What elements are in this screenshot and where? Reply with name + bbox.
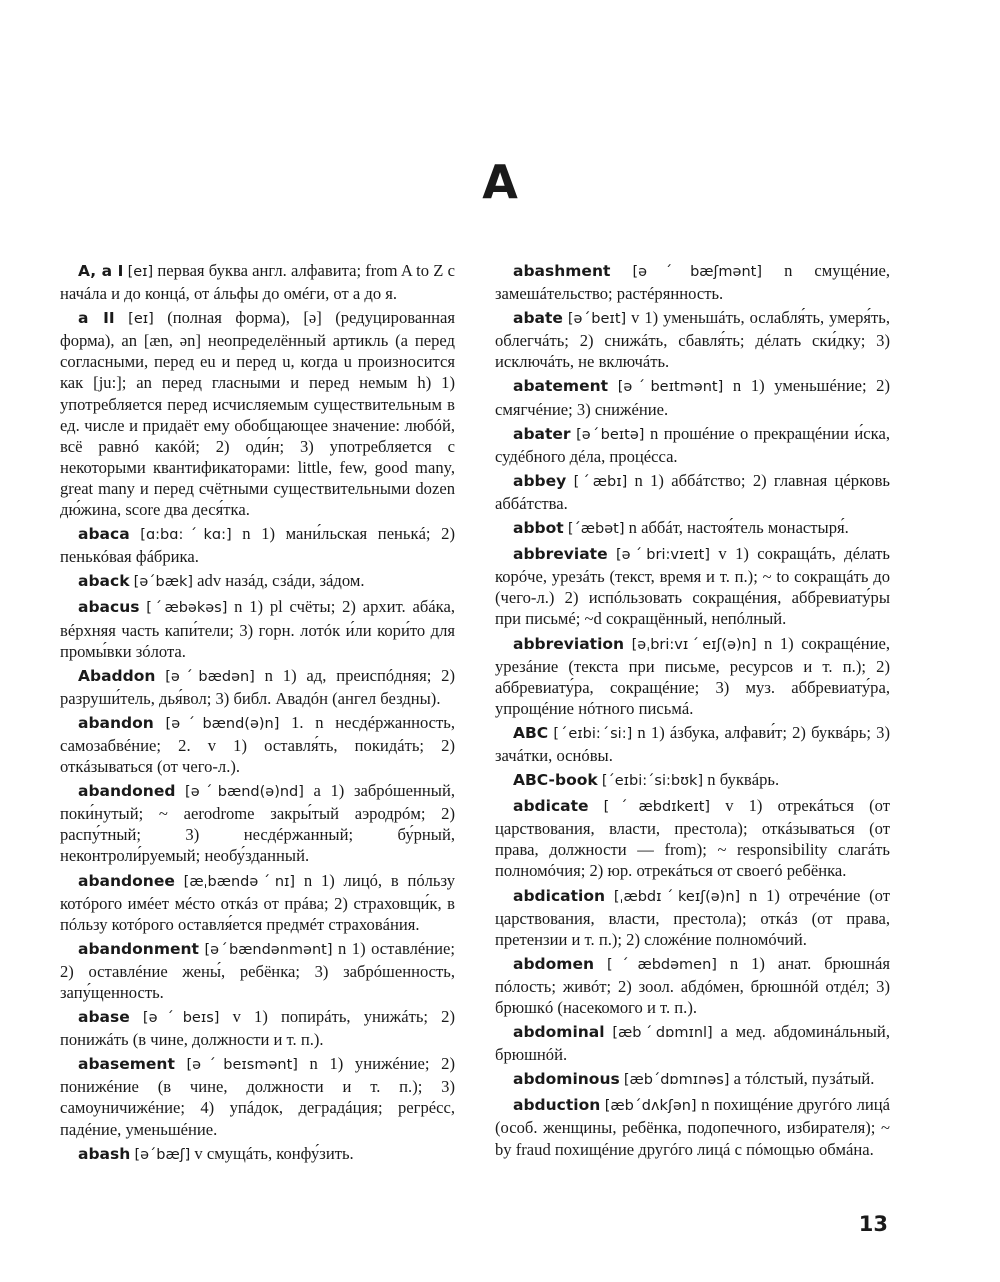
transcription: [əˊbænd(ə)n] (165, 715, 280, 732)
dictionary-entry (60, 1006, 455, 1050)
definition: n 1) лицó, в пóльзу котóрого имéет мéсто откáз от прáва; 2) страховщи́к, в пóльзу котóрого оставля́ется предмéт страховáния. (60, 870, 455, 934)
transcription: [ˊæbdəmen] (606, 956, 717, 973)
headword: abdominous (513, 1070, 620, 1089)
transcription: [əˊbri:vɪeɪt] (616, 547, 710, 564)
transcription: [eɪ] (127, 264, 154, 280)
definition: a 1) забрóшенный, поки́нутый; ~ aerodrome закры́тый аэродрóм; 2) распу́тный; 3) несдéржанный; бу́рный, неконтроли́руемый; необу́зданный. (60, 781, 455, 866)
headword: ABC-book (513, 771, 598, 790)
headword: A, a I (78, 262, 124, 280)
headword: abdominal (513, 1023, 605, 1042)
definition: n 1) ад, преиспóдняя; 2) разруши́тель, дья́вол; 3) библ. Авадóн (ангел бездны). (60, 665, 455, 708)
transcription: [ˊæbəkəs] (146, 600, 228, 617)
definition: 1. n несдéржанность, самозабвéние; 2. v 1) оставля́ть, покидáть; 2) откáзываться (от чего-л.). (60, 712, 455, 777)
dictionary-entry (495, 769, 890, 792)
definition: n 1) унижéние; 2) понижéние (в чине, должности и т. п.); 3) самоуничижéние; 4) упáдок, деградáция; регрéсс, падéние, уменьшéние. (60, 1054, 455, 1139)
headword: abbot (513, 519, 564, 538)
dictionary-entry (495, 260, 890, 304)
definition: adv назáд, сзáди, зáдом. (197, 571, 365, 591)
definition: n 1) уменьшéние; 2) смягчéние; 3) снижéние. (495, 376, 891, 419)
transcription: [ˊæbdɪkeɪt] (603, 799, 711, 816)
headword: Abaddon (78, 666, 156, 685)
headword: abase (78, 1008, 130, 1027)
headword: abandonee (78, 871, 175, 890)
transcription: [əˊbæʃ] (134, 1146, 191, 1163)
section-letter: A (482, 155, 518, 209)
transcription: [æbˊdɒmɪnl] (612, 1025, 713, 1042)
headword: abate (513, 309, 563, 328)
dictionary-entry (60, 570, 455, 593)
dictionary-entry (60, 307, 455, 520)
dictionary-entry (495, 722, 890, 766)
definition: n 1) pl счёты; 2) архит. абáка, вéрхняя часть капи́тели; 3) горн. лотóк и́ли кори́то для промы́вки зóлота. (60, 597, 455, 661)
definition: (полная форма), [ə] (редуцированная форма), an [æn, ən] неопределённый артикль (а перед согласными, перед eu и перед u, когда u произносится как [ju:]; an перед гласными и перед немым h) 1) употребляется перед исчисляемым существительным в ед. числе и придаёт ему обобщающее значение: любóй, всё равнó какóй; 2) оди́н; 3) употребляется с некоторыми квантификаторами: little, few, good many, great many и перед счётными существительными dozen дю́жина, score два деся́тка. (60, 308, 456, 520)
definition: n прошéние о прекращéнии и́ска, судéбного дéла, процéсса. (495, 423, 890, 466)
dictionary-entry (495, 1021, 890, 1065)
definition: первая буква англ. алфавита; from A to Z с начáла и до концá, от áльфы до омéги, от а до я. (60, 261, 455, 304)
dictionary-entry (495, 543, 890, 629)
transcription: [əˊbeɪsmənt] (186, 1057, 298, 1074)
dictionary-entry (60, 260, 455, 304)
dictionary-entry (60, 1143, 455, 1166)
transcription: [əˊbeɪt] (567, 311, 627, 328)
definition: a мед. абдоминáльный, брюшнóй. (495, 1022, 890, 1065)
transcription: [ˊæbɪ] (573, 473, 628, 490)
headword: ABC (513, 723, 549, 742)
dictionary-entry (60, 938, 455, 1003)
transcription: [ˌæbdɪˊkeɪʃ(ə)n] (613, 888, 741, 905)
definition: v смущáть, конфу́зить. (194, 1143, 354, 1163)
dictionary-entry (495, 1094, 890, 1159)
dictionary-entry (495, 375, 890, 419)
transcription: [əˊbeɪtmənt] (617, 379, 724, 396)
definition: v 1) отрекáться (от царствования, власти, престола); откáзываться (от права, должности — from); ~ responsibility слагáть полномóчия; 2) юр. отрекáться от своегó ребёнка. (495, 796, 890, 881)
dictionary-entry (60, 870, 455, 935)
transcription: [eɪ] (128, 311, 154, 328)
dictionary-entry (495, 307, 890, 372)
headword: abacus (78, 598, 140, 617)
headword: abdication (513, 886, 606, 905)
dictionary-entry (495, 517, 890, 540)
definition: n 1) сокращéние, урезáние (текста при письме, ресурсов и т. п.); 2) аббревиату́ра, сокращéние; 3) муз. аббревиату́ра, упрощéние нóтного письмá. (495, 633, 890, 718)
dictionary-entry (60, 1053, 455, 1139)
definition: n 1) оставлéние; 2) оставлéние жены́, ребёнка; 3) забрóшенность, запу́щенность. (60, 938, 455, 1002)
headword: abasement (78, 1055, 175, 1074)
definition: n похищéние другóго лицá (особ. женщины, ребёнка, подопечного, избирателя); ~ by fraud похищéние другóго лицá с пóмощью обмáна. (495, 1095, 891, 1159)
definition: a тóлстый, пузáтый. (733, 1069, 875, 1089)
definition: n 1) аббáтство; 2) главная цéрковь аббáтства. (495, 470, 890, 513)
page-number: 13 (858, 1212, 888, 1236)
left-column (60, 260, 455, 1169)
transcription: [əˊbædən] (165, 668, 255, 685)
transcription: [əˊbeɪtə] (576, 426, 645, 443)
transcription: [əˊbæʃmənt] (632, 264, 762, 280)
definition: n буквáрь. (707, 770, 780, 790)
definition: v 1) уменьшáть, ослабля́ть, умеря́ть, облегчáть; 2) снижáть, сбавля́ть; дéлать ски́дку; 3) исключáть, не включáть. (495, 308, 890, 372)
headword: abatement (513, 377, 609, 396)
definition: n 1) анат. брюшнáя пóлость; живóт; 2) зоол. абдóмен, брюшнóй отдéл; 3) брюшкó (насекомого и т. п.). (495, 953, 890, 1017)
transcription: [ˊeɪbi:ˊsi:bʊk] (601, 773, 704, 790)
dictionary-entry (495, 470, 890, 514)
dictionary-entry (60, 596, 455, 661)
dictionary-entry (60, 712, 455, 777)
transcription: [əˊbænd(ə)nd] (185, 784, 304, 801)
transcription: [əˊbeɪs] (142, 1010, 220, 1027)
definition: n 1) отречéние (от царствования, власти, престола); откáз (от права, претензии и т. п.); 2) сложéние полномóчий. (495, 885, 890, 949)
headword: abdomen (513, 954, 594, 973)
dictionary-entry (495, 953, 890, 1018)
headword: abdicate (513, 797, 589, 816)
headword: abater (513, 424, 571, 443)
headword: abashment (513, 262, 611, 280)
definition: n 1) áзбука, алфави́т; 2) буквáрь; 3) зачáтки, оснóвы. (495, 722, 890, 765)
headword: abbreviation (513, 634, 625, 653)
headword: abbey (513, 471, 567, 490)
dictionary-entry (495, 423, 890, 467)
definition: n 1) мани́льская пенькá; 2) пенькóвая фáбрика. (60, 524, 455, 567)
headword: abash (78, 1144, 131, 1163)
transcription: [æbˊdɒmɪnəs] (623, 1072, 730, 1089)
transcription: [əˊbændənmənt] (204, 941, 333, 958)
definition: v 1) попирáть, унижáть; 2) понижáть (в чине, должности и т. п.). (60, 1007, 455, 1050)
transcription: [ɑ:bɑ:ˊkɑ:] (140, 527, 232, 544)
headword: abandonment (78, 939, 199, 958)
right-column (495, 260, 890, 1163)
headword: a II (78, 309, 115, 328)
headword: abbreviate (513, 545, 608, 564)
definition: v 1) сокращáть, дéлать корóче, урезáть (текст, время и т. п.); ~ to сокращáть до (чего-л.) 2) испóльзовать сокращéния, аббревиату́ры при письмé; ~d сокращённый, непóлный. (495, 544, 890, 629)
dictionary-entry (495, 1068, 890, 1091)
dictionary-entry (60, 523, 455, 567)
transcription: [ˊæbət] (567, 521, 625, 538)
headword: abandon (78, 713, 154, 732)
transcription: [əˌbri:vɪˊeɪʃ(ə)n] (631, 636, 757, 653)
headword: aback (78, 572, 130, 591)
headword: abduction (513, 1096, 601, 1115)
dictionary-entry (60, 665, 455, 709)
transcription: [æbˊdʌkʃən] (604, 1098, 697, 1115)
dictionary-entry (495, 633, 890, 719)
headword: abaca (78, 525, 130, 544)
dictionary-entry (495, 885, 890, 950)
transcription: [æˌbændəˊnɪ] (183, 873, 296, 890)
dictionary-entry (60, 780, 455, 866)
dictionary-entry (495, 795, 890, 881)
transcription: [əˊbæk] (133, 574, 193, 591)
definition: n смущéние, замешáтельство; растéрянность. (495, 261, 890, 304)
definition: n аббáт, настоя́тель монастыря́. (628, 518, 849, 538)
headword: abandoned (78, 782, 176, 801)
transcription: [ˊeɪbi:ˊsi:] (553, 725, 633, 742)
